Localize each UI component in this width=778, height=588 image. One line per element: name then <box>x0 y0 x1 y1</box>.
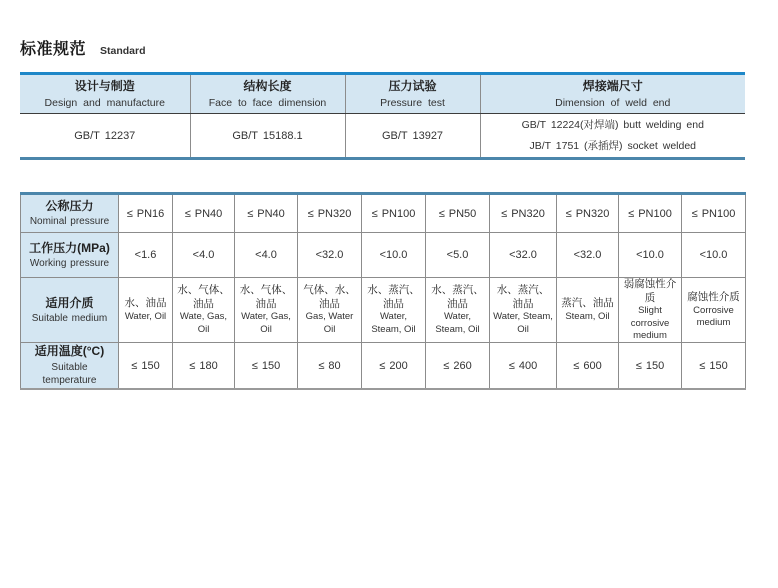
page-title <box>20 36 745 59</box>
std-header-facetoface-zh: 结构长度 <box>243 79 292 94</box>
std-value-pressuretest: GB/T 13927 <box>345 114 480 159</box>
spec-working-cell: <32.0 <box>557 233 619 278</box>
spec-rowhdr-medium <box>21 278 119 343</box>
spec-rowhdr-nominal-zh: 公称压力 <box>45 199 94 214</box>
spec-working-cell: <4.0 <box>173 233 235 278</box>
std-header-design-zh: 设计与制造 <box>74 79 135 94</box>
spec-nominal-cell: ≤ PN320 <box>490 194 557 233</box>
spec-nominal-cell: ≤ PN320 <box>298 194 362 233</box>
std-header-weldend <box>480 74 745 114</box>
spec-temp-cell: ≤ 150 <box>682 343 746 389</box>
spec-working-cell: <32.0 <box>490 233 557 278</box>
spec-temp-cell: ≤ 180 <box>173 343 235 389</box>
std-header-facetoface <box>190 74 345 114</box>
std-header-design-en: Design and manufacture <box>44 96 165 109</box>
medium-en: Slight corrosive medium <box>630 305 670 341</box>
spec-working-cell: <32.0 <box>298 233 362 278</box>
spec-nominal-cell: ≤ PN100 <box>619 194 682 233</box>
spec-rowhdr-working <box>21 233 119 278</box>
spec-temp-cell: ≤ 150 <box>119 343 173 389</box>
std-header-pressuretest <box>345 74 480 114</box>
spec-temp-cell: ≤ 80 <box>298 343 362 389</box>
spec-rowhdr-medium-zh: 适用介质 <box>45 295 94 310</box>
spec-nominal-cell: ≤ PN16 <box>119 194 173 233</box>
spec-row-working-pressure <box>21 233 746 278</box>
standards-table <box>20 72 745 160</box>
medium-zh: 腐蚀性介质 <box>687 290 740 303</box>
spec-nominal-cell: ≤ PN100 <box>362 194 426 233</box>
medium-zh: 水、蒸汽、油品 <box>431 284 484 310</box>
medium-zh: 弱腐蚀性介质 <box>623 278 677 304</box>
std-header-design <box>20 74 190 114</box>
medium-en: Water, Oil <box>124 310 167 322</box>
page-title-en: Standard <box>100 45 146 57</box>
medium-zh: 水、油品 <box>124 297 167 310</box>
spec-rowhdr-temp-en: Suitable temperature <box>42 361 97 387</box>
spec-working-cell: <4.0 <box>235 233 298 278</box>
std-header-pressuretest-en: Pressure test <box>380 96 445 109</box>
medium-en: Water, Steam, Oil <box>493 311 553 335</box>
spec-table <box>20 192 746 390</box>
std-header-facetoface-en: Face to face dimension <box>208 96 327 109</box>
spec-nominal-cell: ≤ PN320 <box>557 194 619 233</box>
medium-zh: 水、气体、油品 <box>239 284 293 310</box>
spec-rowhdr-temp-zh: 适用温度(°C) <box>34 344 105 359</box>
spec-medium-cell <box>119 278 173 343</box>
medium-en: Steam, Oil <box>565 310 610 322</box>
spec-rowhdr-nominal <box>21 194 119 233</box>
page-title-zh: 标准规范 <box>20 41 87 58</box>
medium-en: Water, Steam, Oil <box>435 311 480 335</box>
spec-medium-cell <box>619 278 682 343</box>
standards-header-row <box>20 74 745 114</box>
spec-medium-cell <box>557 278 619 343</box>
spec-rowhdr-working-zh: 工作压力(MPa) <box>29 240 110 255</box>
spec-row-suitable-medium <box>21 278 746 343</box>
spec-medium-cell <box>235 278 298 343</box>
std-value-design: GB/T 12237 <box>74 129 136 142</box>
standards-value-row <box>20 114 745 159</box>
medium-en: Gas, Water Oil <box>305 311 354 335</box>
spec-temp-cell: ≤ 150 <box>619 343 682 389</box>
std-value-weldend <box>480 114 745 159</box>
medium-zh: 水、蒸汽、油品 <box>496 284 550 310</box>
medium-en: Water, Steam, Oil <box>371 311 416 335</box>
spec-medium-cell <box>490 278 557 343</box>
std-value-weldend-line2: JB/T 1751 (承插焊) socket welded <box>529 139 697 152</box>
spec-working-cell: <1.6 <box>119 233 173 278</box>
spec-nominal-cell: ≤ PN100 <box>682 194 746 233</box>
spec-row-suitable-temperature <box>21 343 746 389</box>
medium-zh: 蒸汽、油品 <box>561 297 614 310</box>
spec-rowhdr-working-en: Working pressure <box>29 257 110 269</box>
medium-en: Corrosive medium <box>693 304 734 328</box>
spec-temp-cell: ≤ 600 <box>557 343 619 389</box>
spec-temp-cell: ≤ 400 <box>490 343 557 389</box>
medium-en: Wate, Gas, Oil <box>179 311 228 335</box>
spec-temp-cell: ≤ 150 <box>235 343 298 389</box>
spec-working-cell: <10.0 <box>619 233 682 278</box>
spec-medium-cell <box>682 278 746 343</box>
spec-nominal-cell: ≤ PN40 <box>235 194 298 233</box>
spec-rowhdr-medium-en: Suitable medium <box>31 313 108 325</box>
spec-medium-cell <box>426 278 490 343</box>
spec-nominal-cell: ≤ PN40 <box>173 194 235 233</box>
spec-rowhdr-temp <box>21 343 119 389</box>
spec-working-cell: <5.0 <box>426 233 490 278</box>
spec-medium-cell <box>173 278 235 343</box>
std-header-weldend-en: Dimension of weld end <box>555 96 671 109</box>
spec-rowhdr-nominal-en: Nominal pressure <box>29 216 110 228</box>
medium-en: Water, Gas, Oil <box>241 311 291 335</box>
spec-medium-cell <box>298 278 362 343</box>
spec-row-nominal-pressure <box>21 194 746 233</box>
std-header-pressuretest-zh: 压力试验 <box>388 79 437 94</box>
medium-zh: 水、蒸汽、油品 <box>367 284 420 310</box>
spec-temp-cell: ≤ 200 <box>362 343 426 389</box>
std-header-weldend-zh: 焊接端尺寸 <box>582 79 643 94</box>
std-value-facetoface: GB/T 15188.1 <box>190 114 345 159</box>
medium-zh: 气体、水、油品 <box>303 284 356 310</box>
spec-nominal-cell: ≤ PN50 <box>426 194 490 233</box>
medium-zh: 水、气体、油品 <box>177 284 230 310</box>
spec-working-cell: <10.0 <box>362 233 426 278</box>
spec-working-cell: <10.0 <box>682 233 746 278</box>
spec-medium-cell <box>362 278 426 343</box>
std-value-weldend-line1: GB/T 12224(对焊端) butt welding end <box>521 118 704 131</box>
spec-temp-cell: ≤ 260 <box>426 343 490 389</box>
